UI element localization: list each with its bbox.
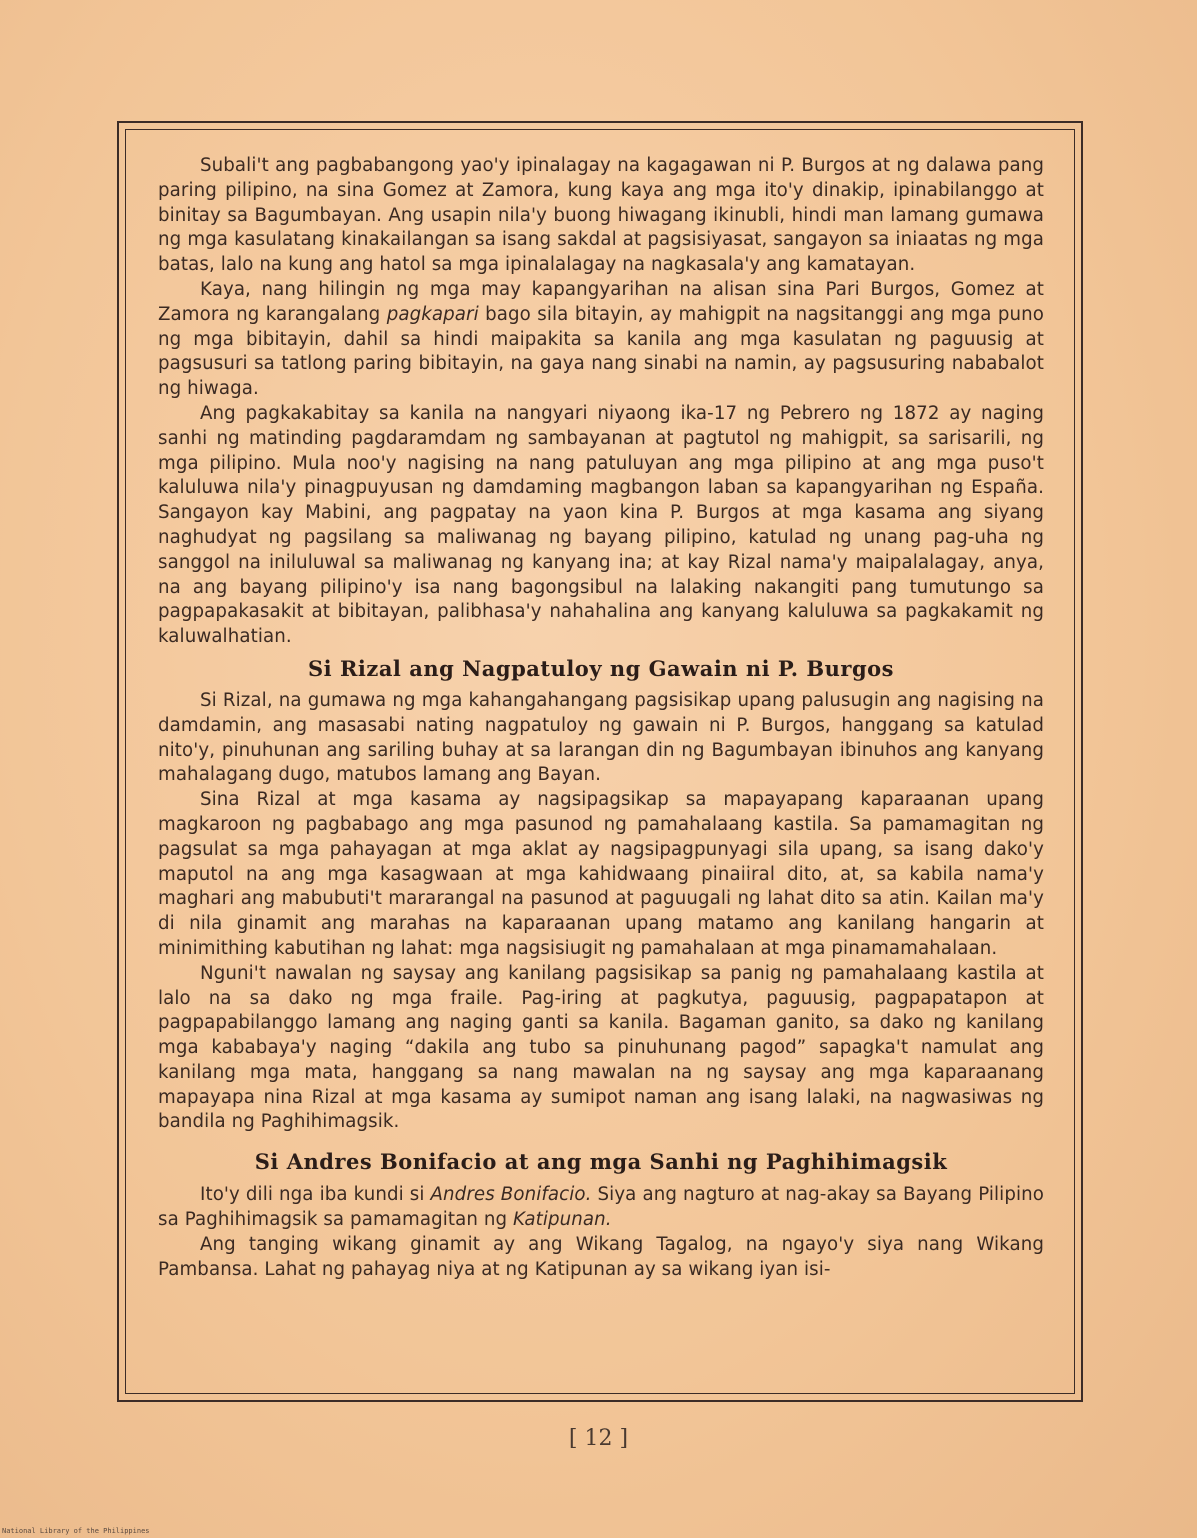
paragraph-2 [158,278,1044,402]
section-heading-rizal: Si Rizal ang Nagpatuloy ng Gawain ni P. Burgos [308,655,894,681]
paragraph-8: Ang tanging wikang ginamit ay ang Wikang Tagalog, na ngayo'y siya nang Wikang Pambansa. Lahat ng pahayag niya at ng Katipunan ay sa wikang iyan isi- [158,1233,1044,1280]
paragraph-4: Si Rizal, na gumawa ng mga kahangahangang pagsisikap upang palusugin ang nagising na damdamin, ang masasabi nating nagpatuloy ng gawain ni P. Burgos, hanggang sa katulad nito'y, pinuhunan ang sariling buhay at sa larangan din ng Bagumbayan ibinuhos ang kanyang mahalagang dugo, matubos lamang ang Bayan. [158,689,1044,786]
footer-credit: National Library of the Philippines [2,1527,150,1535]
paragraph-1: Subali't ang pagbabangong yao'y ipinalagay na kagagawan ni P. Burgos at ng dalawa pang paring pilipino, na sina Gomez at Zamora, kung kaya ang mga ito'y dinakip, ipinabilanggo at binitay sa Bagumbayan. Ang usapin nila'y buong hiwagang ikinubli, hindi man lamang gumawa ng mga kasulatang kinakailangan sa isang sakdal at pagsisiyasat, sangayon sa iniaatas ng mga batas, lalo na kung ang hatol sa mga ipinalalagay na nagkasala'y ang kamatayan. [158,155,1044,276]
paragraph-2-text-a: Kaya, nang hilingin ng mga may kapangyarihan na alisan sina Pari Burgos, Gomez at Zamora ng karangalang [158,278,1044,325]
paragraph-7-italic-bonifacio: Andres Bonifacio. [430,1184,592,1206]
paragraph-7-text-b: Siya ang nagturo at nag-akay sa Bayang Pilipino sa Paghihimagsik sa pamamagitan ng [158,1184,1044,1231]
paragraph-7 [158,1183,1044,1233]
section-heading-bonifacio: Si Andres Bonifacio at ang mga Sanhi ng Paghihimagsik [254,1149,948,1175]
paragraph-5: Sina Rizal at mga kasama ay nagsipagsikap sa mapayapang kaparaanan upang magkaroon ng pagbabago ang mga pasunod ng pamahalaang kastila. Sa pamamagitan ng pagsulat sa mga pahayagan at mga aklat ay nagsipagpunyagi sila upang, sa isang dako'y maputol na ang mga kasagwaan at mga kahidwaang pinaiiral dito, at, sa kabila nama'y maghari ang mabubuti't mararangal na pasunod at paguugali ng lahat dito sa atin. Kailan ma'y di nila ginamit ang marahas na kaparaanan upang matamo ang kanilang hangarin at minimithing kabutihan ng lahat: mga nagsisiugit ng pamahalaan at mga pinamamahalaan. [158,789,1044,959]
paragraph-7-italic-katipunan: Katipunan. [513,1209,612,1231]
paragraph-3: Ang pagkakabitay sa kanila na nangyari niyaong ika-17 ng Pebrero ng 1872 ay naging sanhi ng matinding pagdaramdam ng sambayanan at pagtutol ng mahigpit, sa sarisarili, ng mga pilipino. Mula noo'y nagising na nang patuluyan ang mga pilipino at ang mga puso't kaluluwa nila'y pinagpuyusan ng damdaming magbangon laban sa kapangyarihan ng España. Sangayon kay Mabini, ang pagpatay na yaon kina P. Burgos at mga kasama ang siyang naghudyat ng pagsilang sa maliwanag ng bayang pilipino, katulad ng unang pag-uha ng sanggol na iniluluwal sa maliwanag ng kanyang ina; at kay Rizal nama'y maipalalagay, anya, na ang bayang pilipino'y isa nang bagongsibul na lalaking nakangiti pang tumutungo sa pagpapakasakit at bibitayan, palibhasa'y nahahalina ang kanyang kaluluwa sa pagkakamit ng kaluwalhatian. [158,402,1044,648]
paragraph-6: Nguni't nawalan ng saysay ang kanilang pagsisikap sa panig ng pamahalaang kastila at lalo na sa dako ng mga fraile. Pag-iring at pagkutya, paguusig, pagpapatapon at pagpapabilanggo lamang ang naging ganti sa kanila. Bagaman ganito, sa dako ng kanilang mga kababaya'y naging “dakila ang tubo sa pinuhunang pagod” sapagka't namulat ang kanilang mga mata, hanggang sa nang mawalan na ng saysay ang mga kaparaanang mapayapa nina Rizal at mga kasama ay sumipot naman ang isang lalaki, na nagwasiwas ng bandila ng Paghihimagsik. [158,962,1044,1133]
page-body [158,154,1044,1282]
paragraph-7-text-a: Ito'y dili nga iba kundi si [200,1184,431,1206]
paragraph-2-text-b: bago sila bitayin, ay mahigpit na nagsitanggi ang mga puno ng mga bibitayin, dahil sa hindi maipakita sa kanila ang mga kasulatan ng paguusig at pagsusuri sa tatlong paring bibitayin, na gaya nang sinabi na namin, ay pagsusuring nababalot ng hiwaga. [158,303,1045,400]
paragraph-2-italic: pagkapari [386,303,479,325]
page-number: [ 12 ] [568,1426,629,1451]
